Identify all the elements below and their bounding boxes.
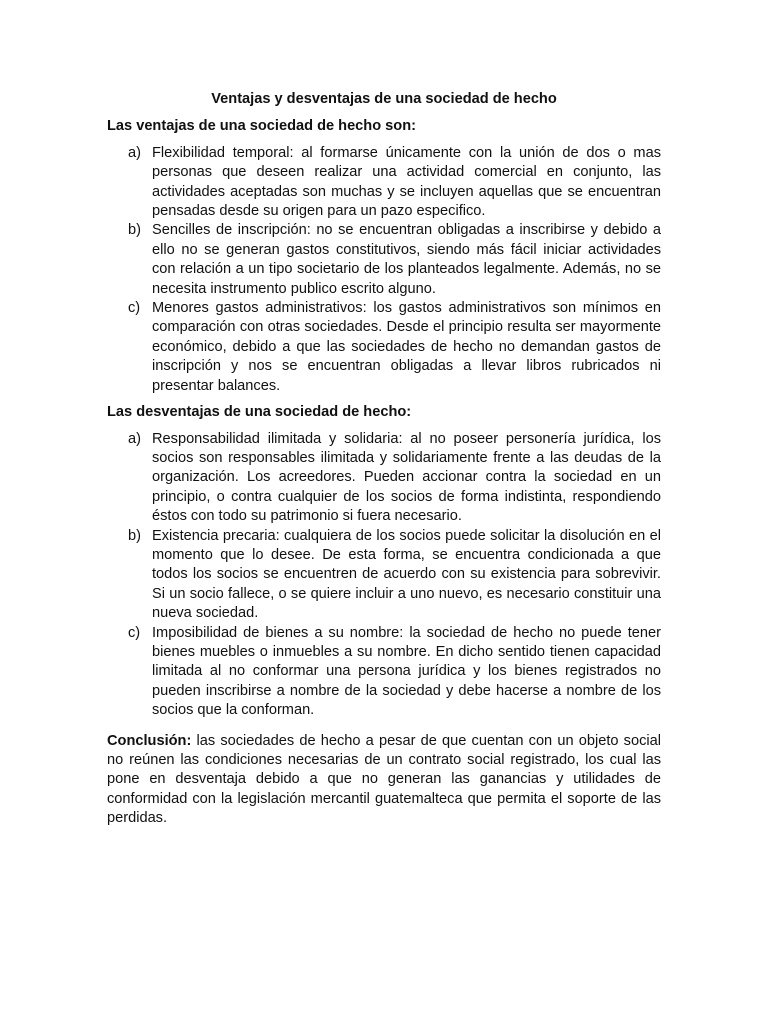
list-item-text: Sencilles de inscripción: no se encuentran obligadas a inscribirse y debido a ello no se generan gastos constitutivos, siendo más fácil iniciar actividades con relación a un tipo societario de los planteados legalmente. Además, no se necesita instrumento publico escrito alguno. bbox=[152, 222, 661, 297]
disadvantage-item-assets bbox=[107, 624, 661, 721]
list-item-text: Flexibilidad temporal: al formarse únicamente con la unión de dos o mas personas que deseen realizar una actividad comercial en conjunto, las actividades aceptadas son muchas y se incluyen aquellas que se encuentran pensadas desde su origen para un pazo especifico. bbox=[152, 144, 661, 220]
list-marker: b) bbox=[128, 527, 141, 544]
advantages-heading: Las ventajas de una sociedad de hecho son: bbox=[107, 118, 416, 135]
list-marker: c) bbox=[128, 300, 141, 317]
conclusion-paragraph bbox=[107, 732, 661, 829]
disadvantage-item-liability bbox=[107, 430, 661, 527]
list-item-text: Existencia precaria: cualquiera de los socios puede solicitar la disolución en el momento que lo desee. De esta forma, se encuentra condicionada a que todos los socios se encuentren de acuerdo con su existencia para sobrevivir. Si un socio fallece, o se quiere incluir a uno nuevo, es necesario constituir una nueva sociedad. bbox=[152, 527, 661, 622]
list-item-text: Imposibilidad de bienes a su nombre: la sociedad de hecho no puede tener bienes muebles o inmuebles a su nombre. En dicho sentido tienen capacidad limitada al no conformar una persona jurídica y los bienes registrados no pueden inscribirse a nombre de la sociedad y debe hacerse a nombre de los socios que la conforman. bbox=[152, 624, 661, 719]
advantages-list bbox=[107, 144, 661, 396]
list-item-text: Responsabilidad ilimitada y solidaria: al no poseer personería jurídica, los socios son responsables ilimitada y solidariamente frente a las deudas de la organización. Los acreedores. Pueden accionar contra la sociedad en un principio, o contra cualquier de los socios de forma indistinta, respondiendo éstos con todo su patrimonio si fuera necesario. bbox=[152, 430, 661, 525]
advantage-item-flexibility bbox=[107, 144, 661, 222]
advantage-item-admin-costs bbox=[107, 299, 661, 396]
advantage-item-registration bbox=[107, 221, 661, 299]
document-page bbox=[107, 90, 661, 829]
list-marker: c) bbox=[128, 624, 141, 641]
list-marker: a) bbox=[128, 144, 141, 161]
disadvantage-item-precarious bbox=[107, 527, 661, 624]
list-item-text: Menores gastos administrativos: los gastos administrativos son mínimos en comparación con otras sociedades. Desde el principio resulta ser mayormente económico, debido a que las sociedades de hecho no demandan gastos de inscripción y nos se encuentran obligadas a llevar libros rubricados ni presentar balances. bbox=[152, 300, 661, 394]
conclusion-text: las sociedades de hecho a pesar de que cuentan con un objeto social no reúnen las condiciones necesarias de un contrato social registrado, los cual las pone en desventaja debido a que no generan las ganancias y utilidades de conformidad con la legislación mercantil guatemalteca que permita el soporte de las perdidas. bbox=[107, 732, 661, 827]
list-marker: a) bbox=[128, 430, 141, 447]
document-title: Ventajas y desventajas de una sociedad de hecho bbox=[211, 91, 557, 107]
disadvantages-list bbox=[107, 430, 661, 721]
disadvantages-heading: Las desventajas de una sociedad de hecho: bbox=[107, 404, 412, 421]
list-marker: b) bbox=[128, 222, 141, 239]
conclusion-label: Conclusión: bbox=[107, 732, 192, 749]
